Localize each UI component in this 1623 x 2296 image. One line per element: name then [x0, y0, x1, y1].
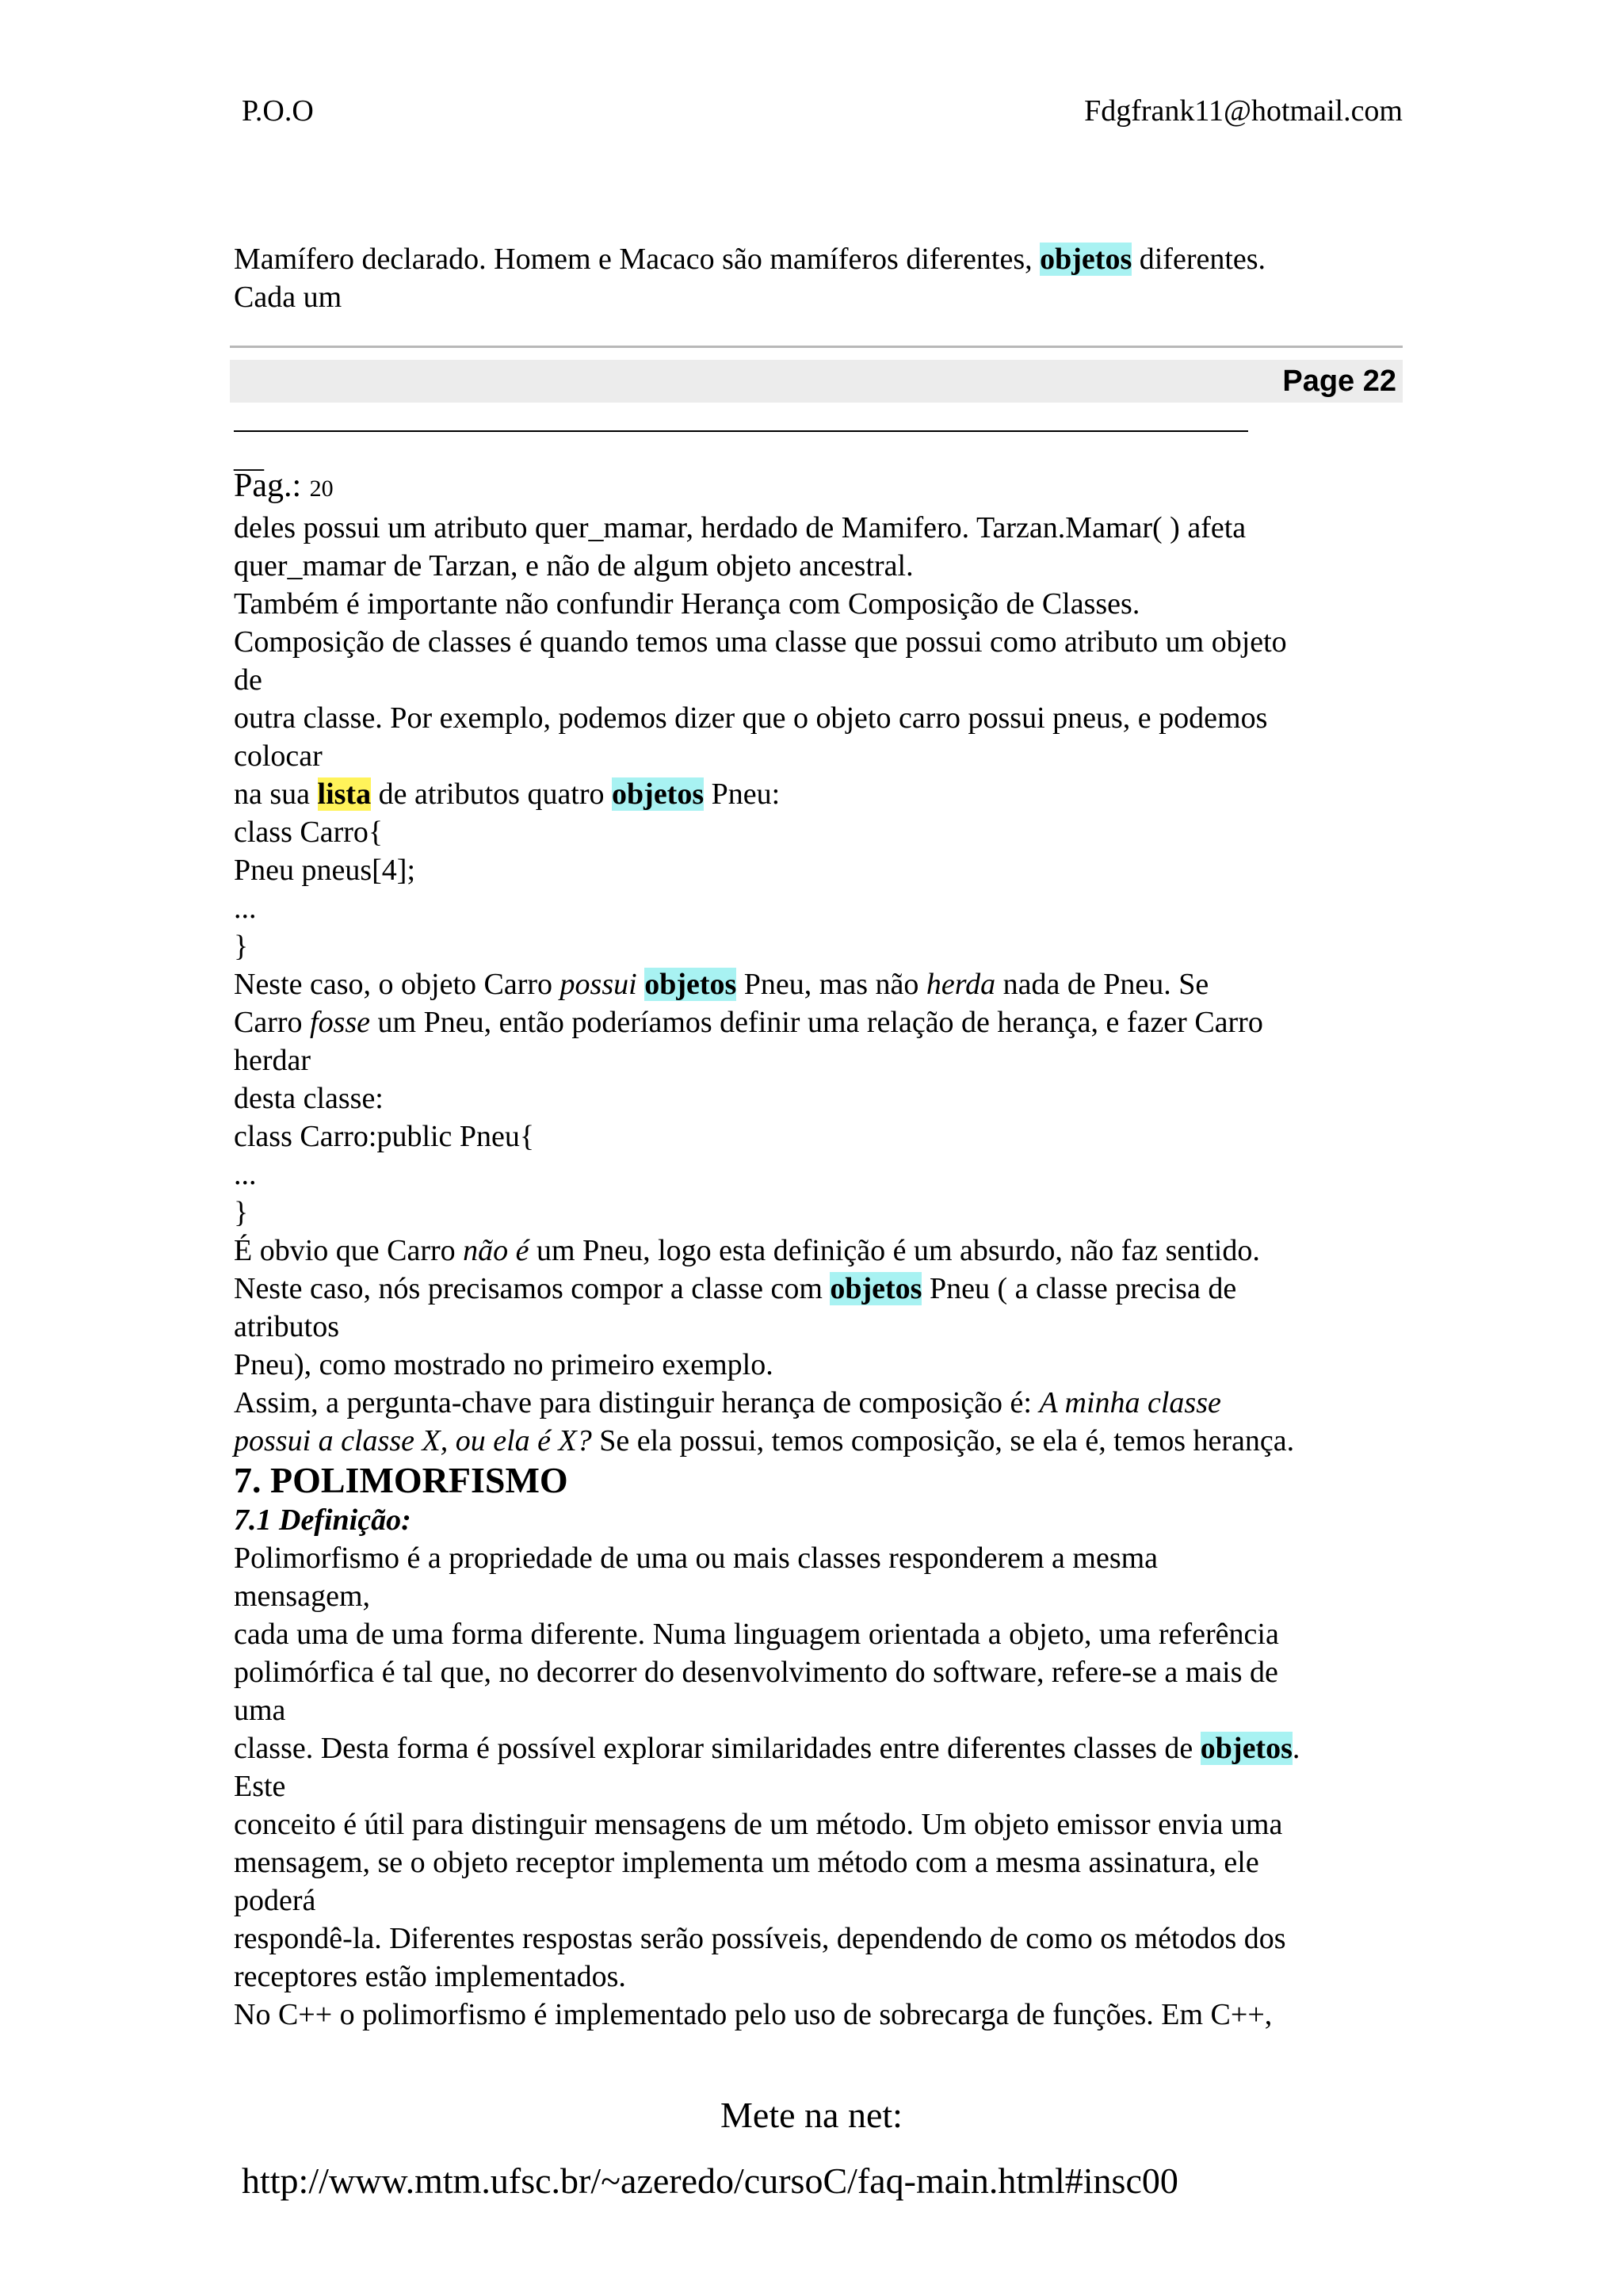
code-line: ... — [234, 1158, 257, 1191]
text-line: possui a classe X, ou ela é X? Se ela possui, temos composição, se ela é, temos herança. — [234, 1424, 1295, 1457]
search-highlight: objetos — [830, 1272, 922, 1305]
text-line: Carro fosse um Pneu, então poderíamos definir uma relação de herança, e fazer Carro — [234, 1006, 1263, 1039]
text-line: conceito é útil para distinguir mensagens de um método. Um objeto emissor envia uma — [234, 1808, 1283, 1841]
text-line: classe. Desta forma é possível explorar similaridades entre diferentes classes de objetos. — [234, 1732, 1300, 1765]
underscore-fragment: __ — [234, 441, 264, 474]
text-line: na sua lista de atributos quatro objetos Pneu: — [234, 777, 781, 811]
text-line: Composição de classes é quando temos uma classe que possui como atributo um objeto — [234, 625, 1287, 659]
text-line: Mamífero declarado. Homem e Macaco são mamíferos diferentes, objetos diferentes. — [234, 243, 1266, 276]
footer-url: http://www.mtm.ufsc.br/~azeredo/cursoC/faq-main.html#insc00 — [242, 2160, 1178, 2201]
code-line: } — [234, 1196, 249, 1229]
text-line: Cada um — [234, 281, 342, 314]
code-line: class Carro{ — [234, 816, 384, 849]
text-line: quer_mamar de Tarzan, e não de algum objeto ancestral. — [234, 549, 914, 583]
text-line: colocar — [234, 739, 323, 773]
text-line: É obvio que Carro não é um Pneu, logo esta definição é um absurdo, não faz sentido. — [234, 1234, 1260, 1267]
main-body — [234, 466, 1407, 2034]
text-line: mensagem, — [234, 1580, 371, 1613]
horizontal-rule — [234, 430, 1248, 432]
text-line: Polimorfismo é a propriedade de uma ou mais classes responderem a mesma — [234, 1541, 1159, 1575]
text-line: Também é importante não confundir Herança com Composição de Classes. — [234, 587, 1140, 621]
text-line: uma — [234, 1694, 286, 1727]
text-line: herdar — [234, 1044, 311, 1077]
code-line: Pneu pneus[4]; — [234, 854, 416, 887]
text-line: atributos — [234, 1310, 339, 1343]
search-highlight: objetos — [1040, 243, 1132, 276]
page-number-band — [230, 360, 1403, 403]
text-line: Pneu), como mostrado no primeiro exemplo. — [234, 1348, 773, 1381]
top-paragraph — [234, 240, 1407, 316]
search-highlight: lista — [317, 777, 372, 811]
page-number-label: Page 22 — [1282, 365, 1396, 398]
page-reference: Pag.: 20 — [234, 468, 334, 504]
text-line: cada uma de uma forma diferente. Numa linguagem orientada a objeto, uma referência — [234, 1618, 1279, 1651]
header-email: Fdgfrank11@hotmail.com — [1084, 94, 1403, 128]
text-line: No C++ o polimorfismo é implementado pelo uso de sobrecarga de funções. Em C++, — [234, 1998, 1273, 2031]
code-line: class Carro:public Pneu{ — [234, 1120, 535, 1153]
text-line: deles possui um atributo quer_mamar, herdado de Mamifero. Tarzan.Mamar( ) afeta — [234, 511, 1247, 544]
text-line: de — [234, 663, 262, 697]
footer-caption: Mete na net: — [720, 2095, 903, 2135]
text-line: Neste caso, nós precisamos compor a classe com objetos Pneu ( a classe precisa de — [234, 1272, 1237, 1305]
text-line: polimórfica é tal que, no decorrer do desenvolvimento do software, refere-se a mais de — [234, 1656, 1278, 1689]
text-line: mensagem, se o objeto receptor implementa um método com a mesma assinatura, ele — [234, 1846, 1259, 1879]
subsection-heading: 7.1 Definição: — [234, 1503, 411, 1537]
code-line: ... — [234, 892, 257, 925]
search-highlight: objetos — [644, 968, 737, 1001]
page-separator-rule — [230, 346, 1403, 348]
search-highlight: objetos — [1200, 1732, 1293, 1765]
text-line: desta classe: — [234, 1082, 384, 1115]
search-highlight: objetos — [612, 777, 705, 811]
text-line: Assim, a pergunta-chave para distinguir herança de composição é: A minha classe — [234, 1386, 1221, 1419]
code-line: } — [234, 930, 249, 963]
text-line: poderá — [234, 1884, 316, 1917]
text-line: respondê-la. Diferentes respostas serão possíveis, dependendo de como os métodos dos — [234, 1922, 1286, 1955]
text-line: Este — [234, 1770, 286, 1803]
text-line: receptores estão implementados. — [234, 1960, 626, 1993]
section-heading: 7. POLIMORFISMO — [234, 1460, 568, 1500]
header-title: P.O.O — [242, 94, 314, 128]
text-line: Neste caso, o objeto Carro possui objetos Pneu, mas não herda nada de Pneu. Se — [234, 968, 1209, 1001]
text-line: outra classe. Por exemplo, podemos dizer que o objeto carro possui pneus, e podemos — [234, 701, 1268, 735]
